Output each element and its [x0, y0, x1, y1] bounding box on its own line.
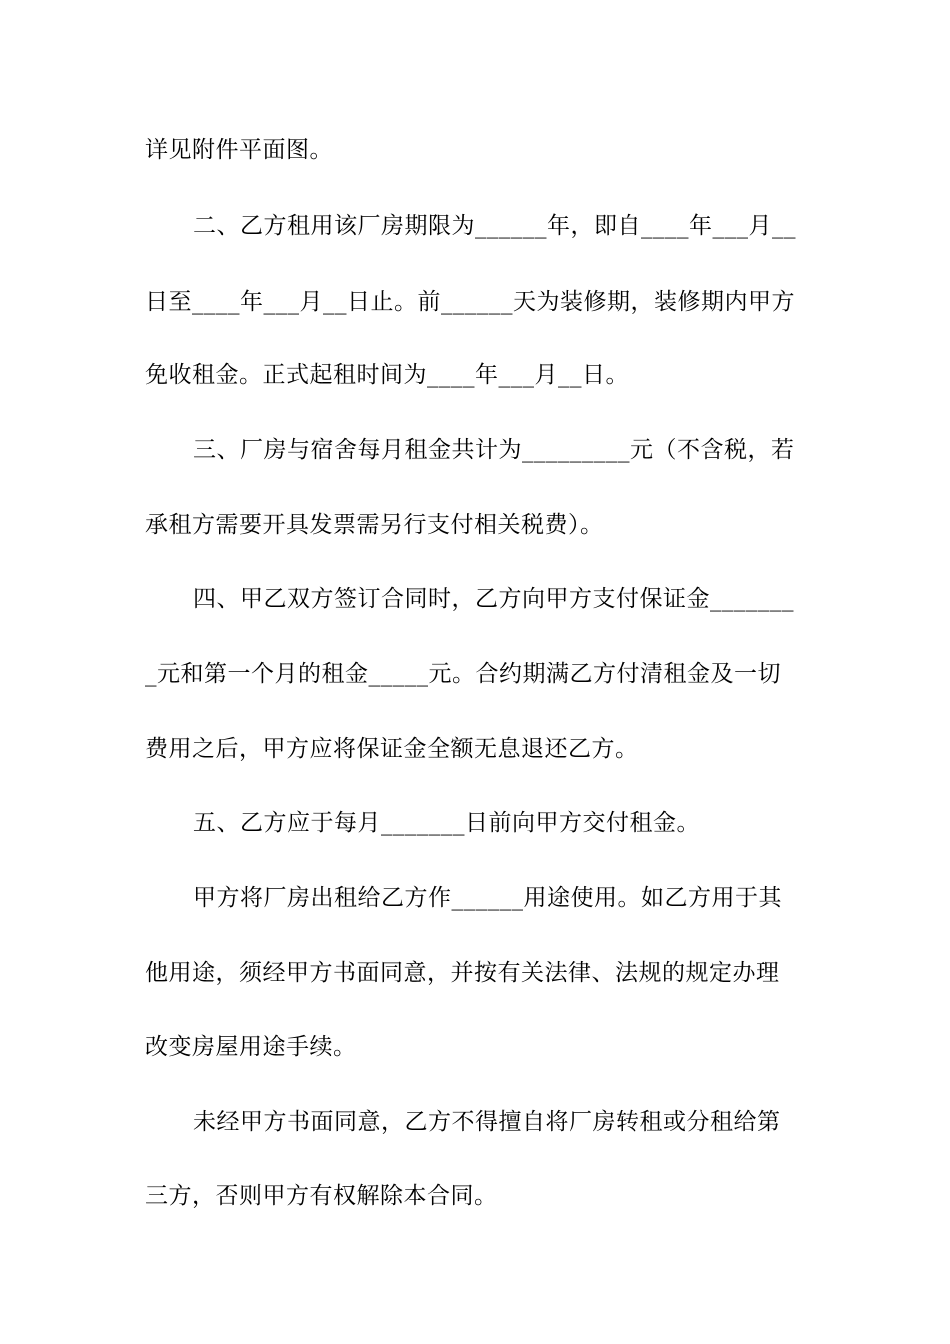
text-line: 三方，否则甲方有权解除本合同。 [145, 1183, 498, 1209]
text-line: 五、乙方应于每月_______日前向甲方交付租金。 [193, 810, 700, 836]
text-line: 甲方将厂房出租给乙方作______用途使用。如乙方用于其 [193, 885, 782, 911]
text-line: 四、甲乙双方签订合同时，乙方向甲方支付保证金_______ [193, 586, 794, 612]
text-line: 三、厂房与宿舍每月租金共计为_________元（不含税，若 [193, 437, 795, 463]
text-line: 二、乙方租用该厂房期限为______年，即自____年___月__ [193, 213, 796, 239]
text-line: 费用之后，甲方应将保证金全额无息退还乙方。 [145, 736, 639, 762]
text-line: 改变房屋用途手续。 [145, 1034, 357, 1060]
text-line: 承租方需要开具发票需另行支付相关税费）。 [145, 512, 604, 538]
text-line: 详见附件平面图。 [145, 137, 333, 163]
text-line: _元和第一个月的租金_____元。合约期满乙方付清租金及一切 [145, 661, 781, 687]
text-line: 日至____年___月__日止。前______天为装修期，装修期内甲方 [145, 289, 795, 315]
text-line: 免收租金。正式起租时间为____年___月__日。 [145, 362, 629, 388]
text-line: 他用途，须经甲方书面同意，并按有关法律、法规的规定办理 [145, 960, 780, 986]
text-line: 未经甲方书面同意，乙方不得擅自将厂房转租或分租给第 [193, 1109, 781, 1135]
